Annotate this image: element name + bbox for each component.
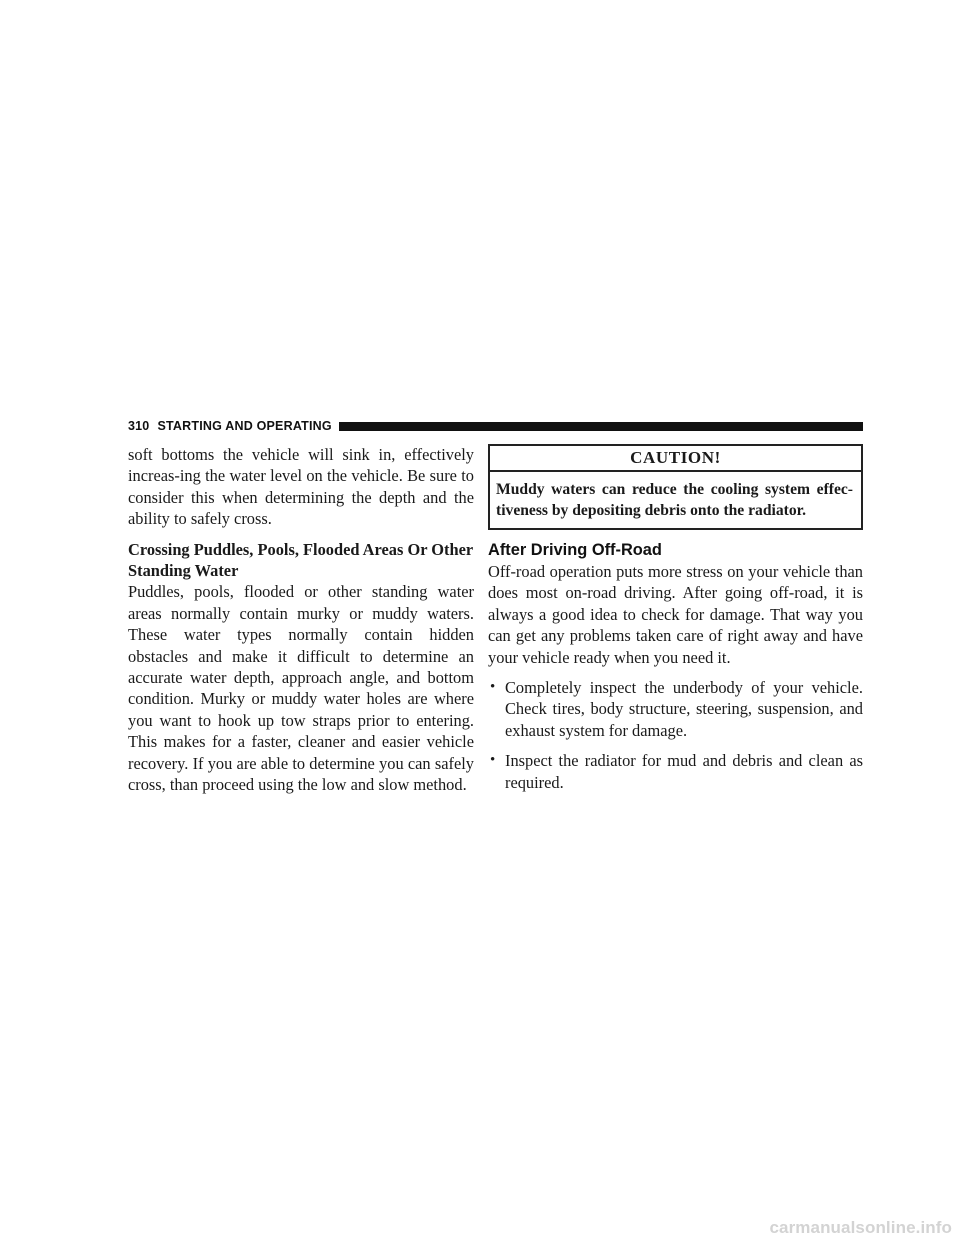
list-item-text: Inspect the radiator for mud and debris and clean as required. [505, 751, 863, 792]
list-item [488, 677, 863, 741]
after-driving-heading: After Driving Off-Road [488, 541, 662, 559]
site-watermark: carmanualsonline.info [769, 1218, 952, 1237]
list-item [488, 750, 863, 793]
header-rule [339, 422, 863, 431]
crossing-water-paragraph: Puddles, pools, flooded or other standing water areas normally contain murky or muddy waters. These water types normally contain hidden obstacles and make it difficult to determine an accurate water depth, approach angle, and bottom condition. Murky or muddy water holes are where you want to hook up tow straps prior to entering. This makes for a faster, cleaner and easier vehicle recovery. If you are able to determine you can safely cross, than proceed using the low and slow method. [128, 582, 474, 795]
caution-title: CAUTION! [490, 446, 861, 472]
left-column [128, 444, 474, 796]
list-item-text: Completely inspect the underbody of your vehicle. Check tires, body structure, steering, suspension, and exhaust system for damage. [505, 678, 863, 740]
after-driving-paragraph: Off-road operation puts more stress on your vehicle than does most on-road driving. After going off-road, it is always a good idea to check for damage. That way you can get any problems taken care of right away and have your vehicle ready when you need it. [488, 562, 863, 667]
inspection-list [488, 677, 863, 793]
page-number: 310 [128, 419, 150, 433]
crossing-water-subheading: Crossing Puddles, Pools, Flooded Areas Or Other Standing Water [128, 539, 473, 581]
bullet-icon: • [490, 752, 496, 769]
caution-box [488, 444, 863, 530]
continued-paragraph: soft bottoms the vehicle will sink in, effectively increas-ing the water level on the vehicle. Be sure to consider this when determining the depth and the ability to safely cross. [128, 445, 474, 529]
caution-text: Muddy waters can reduce the cooling system effec-tiveness by depositing debris onto the radiator. [496, 481, 853, 519]
section-title: STARTING AND OPERATING [157, 419, 332, 433]
bullet-icon: • [490, 679, 496, 696]
page-header [128, 418, 863, 434]
right-column [488, 444, 863, 802]
